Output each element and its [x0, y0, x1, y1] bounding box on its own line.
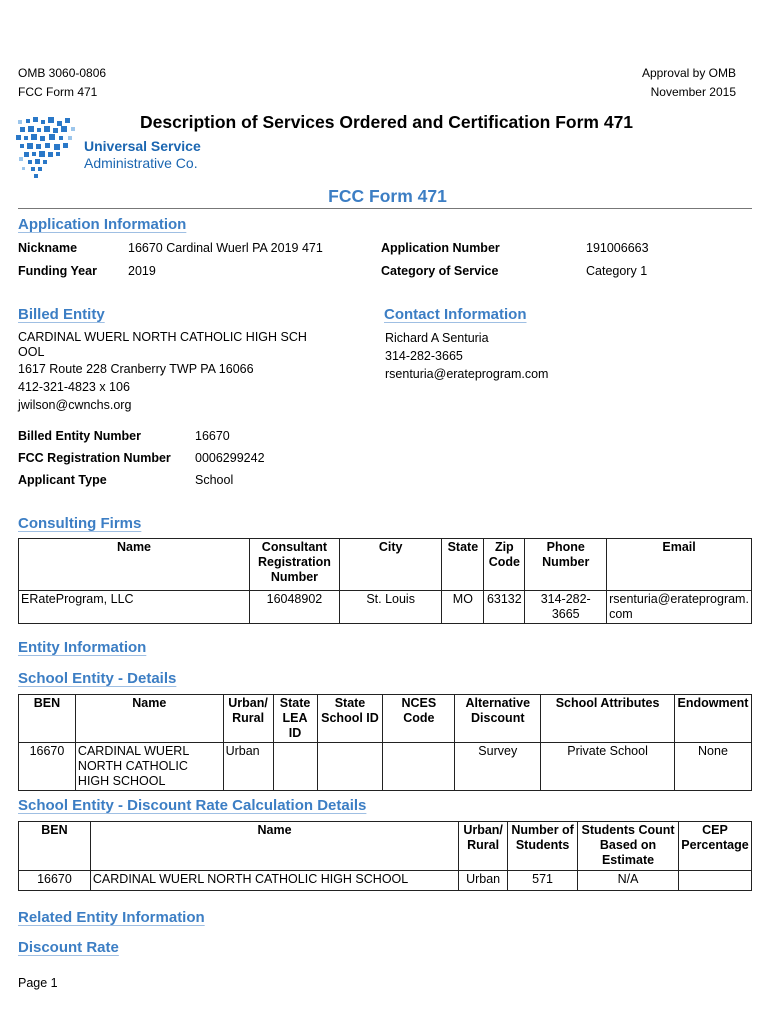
form-number: FCC Form 471 — [18, 85, 98, 99]
col-cep-percentage: CEP Percentage — [678, 822, 751, 871]
cell-students-count-estimate: N/A — [578, 871, 679, 891]
contact-phone: 314-282-3665 — [385, 349, 463, 363]
section-contact-info: Contact Information — [384, 306, 527, 323]
usac-logo-text — [84, 138, 201, 172]
cell-zip: 63132 — [484, 591, 525, 624]
billed-entity-name-1: CARDINAL WUERL NORTH CATHOLIC HIGH SCH — [18, 330, 307, 344]
section-billed-entity: Billed Entity — [18, 306, 105, 323]
funding-year-label: Funding Year — [18, 264, 97, 278]
col-alternative-discount: Alternative Discount — [455, 695, 541, 743]
table-header-row — [19, 539, 752, 591]
cell-state-lea-id — [273, 743, 317, 791]
consulting-firms-table — [18, 538, 752, 624]
col-ben: BEN — [19, 695, 76, 743]
table-row — [19, 871, 752, 891]
logo-line-1: Universal Service — [84, 138, 201, 154]
application-number-label: Application Number — [381, 241, 500, 255]
cell-email-line-2: com — [609, 607, 633, 621]
col-state: State — [442, 539, 484, 591]
cell-urban-rural: Urban — [459, 871, 508, 891]
cell-state: MO — [442, 591, 484, 624]
contact-name: Richard A Senturia — [385, 331, 489, 345]
billed-entity-number-label: Billed Entity Number — [18, 429, 141, 443]
col-phone: Phone Number — [525, 539, 607, 591]
application-number-value: 191006663 — [586, 241, 649, 255]
billed-entity-phone: 412-321-4823 x 106 — [18, 380, 130, 394]
approval-date: November 2015 — [650, 85, 736, 99]
cell-name: CARDINAL WUERL NORTH CATHOLIC HIGH SCHOOL — [90, 871, 458, 891]
cell-phone: 314-282-3665 — [525, 591, 607, 624]
contact-email: rsenturia@erateprogram.com — [385, 367, 549, 381]
col-urban-rural: Urban/ Rural — [459, 822, 508, 871]
category-label: Category of Service — [381, 264, 499, 278]
billed-entity-address: 1617 Route 228 Cranberry TWP PA 16066 — [18, 362, 254, 376]
form-header-left — [18, 64, 106, 102]
col-endowment: Endowment — [674, 695, 751, 743]
cell-city: St. Louis — [339, 591, 442, 624]
col-state-lea-id: State LEA ID — [273, 695, 317, 743]
section-entity-info: Entity Information — [18, 639, 147, 656]
cell-endowment: None — [674, 743, 751, 791]
form-heading: FCC Form 471 — [328, 186, 447, 206]
billed-entity-address-block — [18, 330, 307, 414]
billed-entity-number-value: 16670 — [195, 429, 230, 443]
page-title: Description of Services Ordered and Certification Form 471 — [139, 112, 634, 132]
funding-year-value: 2019 — [128, 264, 156, 278]
cell-email-line-1: rsenturia@erateprogram. — [609, 592, 749, 606]
col-ben: BEN — [19, 822, 91, 871]
col-city: City — [339, 539, 442, 591]
omb-number: OMB 3060-0806 — [18, 66, 107, 80]
contact-block — [385, 329, 548, 383]
section-discount-calc: School Entity - Discount Rate Calculation Details — [18, 797, 367, 814]
cell-name: CARDINAL WUERL NORTH CATHOLIC HIGH SCHOOL — [75, 743, 223, 791]
section-related-entity: Related Entity Information — [18, 909, 205, 926]
col-students-count-estimate: Students Count Based on Estimate — [578, 822, 679, 871]
cell-email — [607, 591, 752, 624]
table-header-row — [19, 695, 752, 743]
cell-ben: 16670 — [19, 871, 91, 891]
applicant-type-value: School — [195, 473, 234, 487]
col-school-attributes: School Attributes — [541, 695, 675, 743]
cell-number-of-students: 571 — [508, 871, 578, 891]
page-number: Page 1 — [18, 976, 58, 990]
cell-name: ERateProgram, LLC — [19, 591, 250, 624]
col-name: Name — [75, 695, 223, 743]
discount-calc-table — [18, 821, 752, 891]
billed-entity-email: jwilson@cwnchs.org — [18, 398, 132, 412]
col-number-of-students: Number of Students — [508, 822, 578, 871]
cell-state-school-id — [317, 743, 383, 791]
form-header-right — [642, 64, 736, 102]
col-name: Name — [19, 539, 250, 591]
logo-line-2: Administrative Co. — [84, 155, 198, 171]
divider — [18, 208, 752, 209]
col-email: Email — [607, 539, 752, 591]
cell-alternative-discount: Survey — [455, 743, 541, 791]
col-state-school-id: State School ID — [317, 695, 383, 743]
cell-urban-rural: Urban — [223, 743, 273, 791]
cell-nces-code — [383, 743, 455, 791]
section-consulting-firms: Consulting Firms — [18, 515, 142, 532]
section-application-info: Application Information — [18, 216, 187, 233]
nickname-value: 16670 Cardinal Wuerl PA 2019 471 — [128, 241, 323, 255]
section-school-details: School Entity - Details — [18, 670, 177, 687]
cell-cep-percentage — [678, 871, 751, 891]
billed-entity-name-2: OOL — [18, 345, 45, 359]
col-name: Name — [90, 822, 458, 871]
col-nces-code: NCES Code — [383, 695, 455, 743]
nickname-label: Nickname — [18, 241, 78, 255]
col-consultant-reg: Consultant Registration Number — [249, 539, 339, 591]
category-value: Category 1 — [586, 264, 648, 278]
applicant-type-label: Applicant Type — [18, 473, 107, 487]
cell-consultant-reg: 16048902 — [249, 591, 339, 624]
fcc-registration-value: 0006299242 — [195, 451, 265, 465]
col-urban-rural: Urban/ Rural — [223, 695, 273, 743]
col-zip: Zip Code — [484, 539, 525, 591]
table-row — [19, 591, 752, 624]
table-header-row — [19, 822, 752, 871]
approval-label: Approval by OMB — [641, 66, 736, 80]
section-discount-rate: Discount Rate — [18, 939, 119, 956]
cell-school-attributes: Private School — [541, 743, 675, 791]
fcc-registration-label: FCC Registration Number — [18, 451, 171, 465]
table-row — [19, 743, 752, 791]
cell-ben: 16670 — [19, 743, 76, 791]
school-details-table — [18, 694, 752, 791]
